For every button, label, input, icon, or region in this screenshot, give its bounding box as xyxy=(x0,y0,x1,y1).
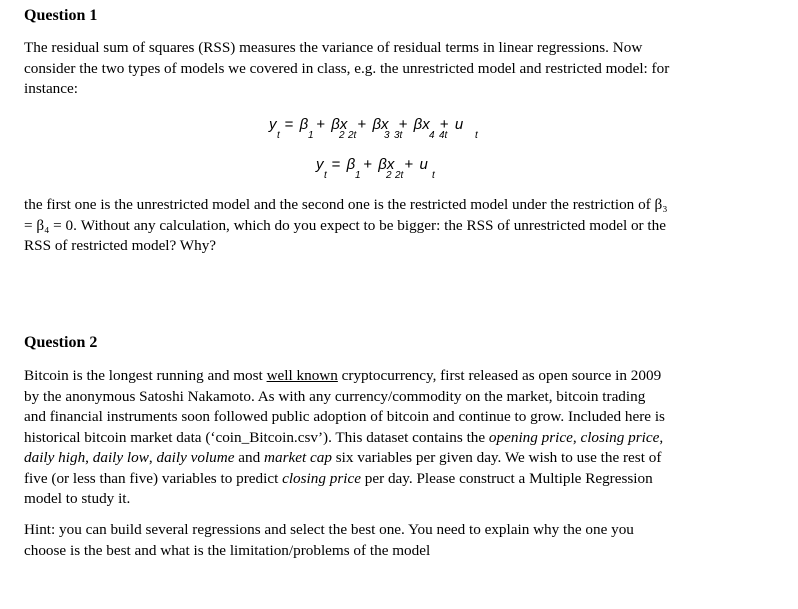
text-run: , xyxy=(148,449,157,466)
eq-term: β xyxy=(346,156,356,173)
body-line: model to study it. xyxy=(24,490,131,507)
text-run: cryptocurrency, first released as open source in 2009 xyxy=(337,367,662,384)
text-run: six variables per given day. We wish to use the rest of xyxy=(331,449,662,466)
emphasis-daily-volume: daily volume xyxy=(156,449,235,466)
question-1-body xyxy=(24,195,724,257)
question-1-heading: Question 1 xyxy=(24,7,98,24)
body-line xyxy=(24,366,724,387)
emphasis-daily-low: daily low xyxy=(92,449,149,466)
eq-subscript: 2 xyxy=(386,170,392,181)
eq-term: βx xyxy=(413,116,430,133)
eq-term: βx xyxy=(331,116,348,133)
restricted-model-equation xyxy=(316,156,435,181)
eq-subscript: 2t xyxy=(395,170,404,181)
eq-term: = xyxy=(331,156,341,173)
question-1-intro xyxy=(24,38,724,100)
emphasis-opening-price: opening price xyxy=(488,428,573,446)
hint-line: choose is the best and what is the limitation/problems of the model xyxy=(24,541,431,559)
text-run: and xyxy=(234,449,265,466)
emphasis-market-cap: market cap xyxy=(264,449,332,466)
unrestricted-model-equation xyxy=(269,116,478,141)
eq-subscript: t xyxy=(324,170,327,181)
well-known-link[interactable]: well known xyxy=(266,367,338,384)
eq-subscript: t xyxy=(432,170,435,181)
text-run: Bitcoin is the longest running and most xyxy=(24,367,267,384)
body-line: RSS of restricted model? Why? xyxy=(24,237,217,254)
question-2-body xyxy=(24,366,724,510)
eq-subscript: 2t xyxy=(348,130,357,141)
eq-term: βx xyxy=(372,116,389,133)
eq-term: y xyxy=(269,116,277,133)
body-line xyxy=(24,469,724,490)
intro-line: instance: xyxy=(24,80,78,97)
eq-term: + xyxy=(404,156,414,173)
intro-line: consider the two types of models we covered in class, e.g. the unrestricted model and restricted model: for xyxy=(24,59,670,77)
eq-term: + xyxy=(363,156,373,173)
body-line: by the anonymous Satoshi Nakamoto. As with any currency/commodity on the market, bitcoin trading xyxy=(24,387,646,405)
body-line: = β₄ = 0. Without any calculation, which do you expect to be bigger: the RSS of unrestricted model or the xyxy=(24,216,666,234)
emphasis-closing-price: closing price xyxy=(580,428,660,446)
eq-subscript: 1 xyxy=(308,130,314,141)
eq-subscript: 4 xyxy=(429,130,435,141)
question-2-hint xyxy=(24,520,724,561)
hint-line: Hint: you can build several regressions and select the best one. You need to explain why the one you xyxy=(24,521,634,538)
text-run: , xyxy=(659,428,664,446)
eq-term: = xyxy=(284,116,294,133)
eq-term: + xyxy=(398,116,408,133)
eq-term: β xyxy=(299,116,309,133)
body-line xyxy=(24,428,724,449)
text-run: , xyxy=(85,449,93,466)
emphasis-daily-high: daily high xyxy=(24,449,86,466)
eq-subscript: 3t xyxy=(394,130,403,141)
text-run: , xyxy=(572,428,581,446)
eq-term: u xyxy=(454,116,464,133)
body-line: and financial instruments soon followed public adoption of bitcoin and continue to grow. Included here is xyxy=(24,408,665,425)
body-line: the first one is the unrestricted model and the second one is the restricted model under the restriction of β₃ xyxy=(24,196,668,213)
eq-subscript: 4t xyxy=(439,130,448,141)
text-run: five (or less than five) variables to predict xyxy=(24,469,283,487)
eq-subscript: 2 xyxy=(339,130,345,141)
eq-subscript: t xyxy=(277,130,280,141)
eq-term: + xyxy=(357,116,367,133)
body-line xyxy=(24,448,724,469)
intro-line: The residual sum of squares (RSS) measures the variance of residual terms in linear regressions. Now xyxy=(24,39,643,56)
question-2-heading: Question 2 xyxy=(24,334,98,351)
eq-term: y xyxy=(316,156,324,173)
text-run: historical bitcoin market data (‘coin_Bitcoin.csv’). This dataset contains the xyxy=(24,428,489,446)
eq-term: + xyxy=(316,116,326,133)
eq-term: + xyxy=(439,116,449,133)
eq-subscript: t xyxy=(475,130,478,141)
text-run: per day. Please construct a Multiple Regression xyxy=(360,469,653,487)
eq-term: u xyxy=(419,156,428,173)
emphasis-closing-price: closing price xyxy=(282,469,361,487)
eq-term: βx xyxy=(378,156,395,173)
eq-subscript: 1 xyxy=(355,170,361,181)
eq-subscript: 3 xyxy=(384,130,390,141)
